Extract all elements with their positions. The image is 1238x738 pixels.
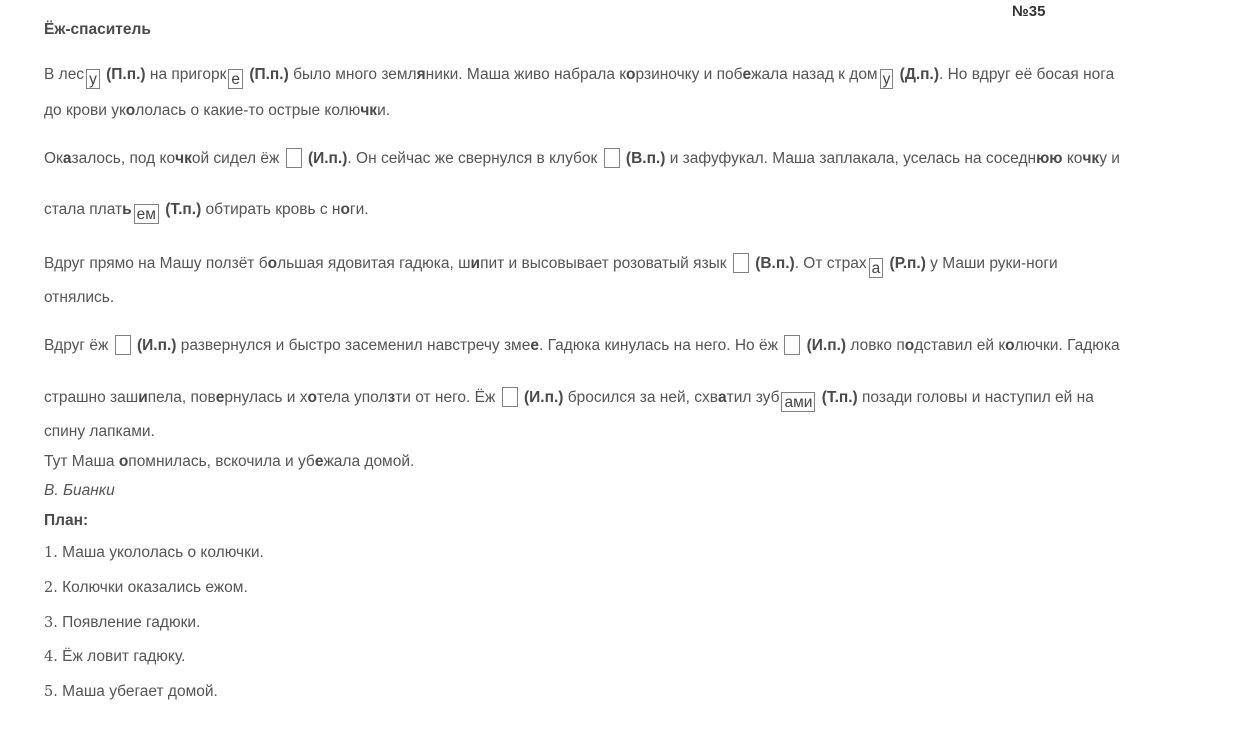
case-label: (Т.п.) bbox=[165, 201, 202, 218]
answer-box[interactable] bbox=[604, 148, 620, 168]
answer-box[interactable]: е bbox=[228, 69, 243, 89]
answer-box[interactable] bbox=[784, 335, 800, 355]
text-line-7: Вдруг ёж (И.п.) развернулся и быстро засеменил навстречу змее. Гадюка кинулась на него. Но ёж (И.п.) ловко подставил ей колючки. Гадюка bbox=[44, 337, 1120, 354]
case-label: (П.п.) bbox=[249, 66, 289, 83]
text-line-4: стала плать ем (Т.п.) обтирать кровь с ноги. bbox=[44, 201, 369, 223]
plan-item: 1. Маша укололась о колючки. bbox=[44, 544, 264, 561]
plan-heading: План: bbox=[44, 512, 89, 529]
case-label: (И.п.) bbox=[806, 337, 847, 354]
answer-box[interactable]: ем bbox=[134, 204, 159, 224]
text-line-6: отнялись. bbox=[44, 289, 115, 306]
author: В. Бианки bbox=[44, 482, 115, 499]
case-label: (Т.п.) bbox=[821, 389, 858, 406]
case-label: (П.п.) bbox=[106, 66, 146, 83]
plan-item: 2. Колючки оказались ежом. bbox=[44, 579, 248, 596]
case-label: (И.п.) bbox=[307, 150, 348, 167]
answer-box[interactable] bbox=[502, 387, 518, 407]
case-label: (В.п.) bbox=[625, 150, 666, 167]
text-line-5: Вдруг прямо на Машу ползёт большая ядовитая гадюка, шипит и высовывает розоватый язык (В.п.). От страх а (Р.п.) у Маши руки-ноги bbox=[44, 255, 1058, 277]
case-label: (В.п.) bbox=[755, 255, 795, 272]
story-title: Ёж-спаситель bbox=[44, 21, 151, 38]
case-label: (Д.п.) bbox=[899, 66, 939, 83]
answer-box[interactable]: у bbox=[880, 69, 894, 89]
text-line-8: страшно зашипела, повернулась и хотела уползти от него. Ёж (И.п.) бросился за ней, схватил зуб ами (Т.п.) позади головы и наступил ей на bbox=[44, 389, 1094, 411]
plan-item: 3. Появление гадюки. bbox=[44, 614, 201, 631]
answer-box[interactable] bbox=[286, 148, 302, 168]
answer-box[interactable]: а bbox=[869, 258, 884, 278]
answer-box[interactable]: у bbox=[86, 69, 100, 89]
text-line-3: Оказалось, под кочкой сидел ёж (И.п.). Он сейчас же свернулся в клубок (В.п.) и зафуфукал. Маша заплакала, уселась на соседнюю кочку и bbox=[44, 150, 1120, 167]
page-number: №35 bbox=[1012, 3, 1046, 20]
text-line-9: спину лапками. bbox=[44, 423, 155, 440]
case-label: (Р.п.) bbox=[889, 255, 926, 272]
text-line-2: до крови укололась о какие-то острые колючки. bbox=[44, 102, 391, 119]
answer-box[interactable] bbox=[733, 253, 749, 273]
answer-box[interactable]: ами bbox=[781, 392, 815, 412]
case-label: (И.п.) bbox=[523, 389, 564, 406]
text-line-1: В лес у (П.п.) на пригорк е (П.п.) было много земляники. Маша живо набрала корзиночку и побежала назад к дом у (Д.п.). Но вдруг её босая нога bbox=[44, 66, 1115, 88]
text-line-10: Тут Маша опомнилась, вскочила и убежала домой. bbox=[44, 453, 415, 470]
case-label: (И.п.) bbox=[136, 337, 177, 354]
plan-item: 4. Ёж ловит гадюку. bbox=[44, 648, 186, 665]
plan-item: 5. Маша убегает домой. bbox=[44, 683, 218, 700]
answer-box[interactable] bbox=[115, 335, 131, 355]
